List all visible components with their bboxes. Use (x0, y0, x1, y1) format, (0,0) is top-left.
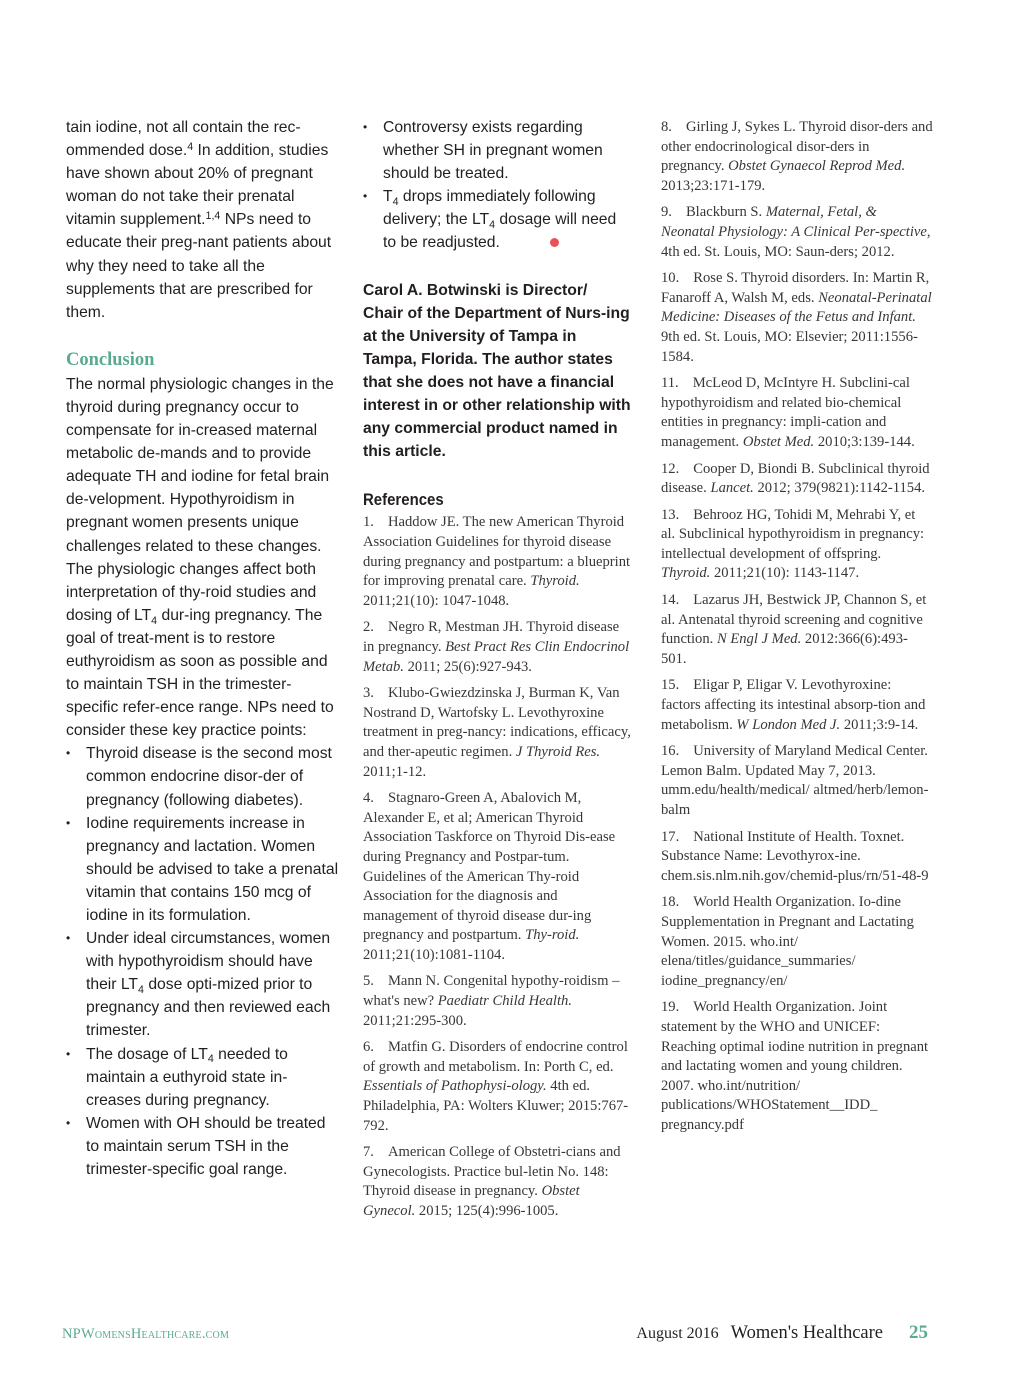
text-run: Haddow JE. The new American Thyroid Association Guidelines for thyroid disease during pregnancy and postpartum: a blueprint for improving prenatal care. (363, 514, 631, 590)
italic-run: Neonatal-Perinatal Medicine: Diseases of the Fetus and Infant. (661, 289, 932, 326)
reference-number: 5. (363, 973, 374, 990)
author-bio: Carol A. Botwinski is Director/ Chair of the Department of Nurs-ing at the University of Tampa in Tampa, Florida. The author states that she does not have a financial interest in or other relationship with any commercial product named in this article. (363, 281, 631, 461)
superscript: 4 (187, 140, 194, 153)
reference-number: 6. (363, 1039, 374, 1056)
site-prefix: NP (62, 1326, 81, 1342)
reference-number: 7. (363, 1144, 374, 1161)
reference-item (661, 742, 933, 820)
reference-item (363, 513, 631, 611)
reference-item (661, 118, 933, 196)
text-run: 2015; 125(4):996-1005. (415, 1203, 559, 1219)
text-run: 2011;1-12. (363, 763, 427, 780)
reference-item (661, 374, 933, 452)
text-run: Women with OH should be treated to maintain serum TSH in the trimester-specific goal range. (86, 1114, 326, 1179)
text-run: dur-ing pregnancy. The goal of treat-ment is to restore euthyroidism as soon as possible and to maintain TSH in the trimester-specific refer-ence range. NPs need to consider these key practice points: (66, 606, 334, 740)
reference-item (363, 972, 631, 1031)
text-run: NPs need to educate their preg-nant patients about why they need to take all the supplements that are prescribed for them. (66, 211, 332, 321)
reference-number: 1. (363, 514, 374, 531)
text-run: The normal physiologic changes in the thyroid during pregnancy occur to compensate for in-creased maternal metabolic de-mands and to provide adequate TH and iodine for fetal brain de-velopment. Hypothyroidism in pregnant women presents unique challenges related to these changes. The physiologic changes affect both interpretation of thy-roid studies and dosing of LT (66, 375, 334, 624)
intro-paragraph (66, 116, 342, 324)
issue-date: August 2016 (636, 1325, 719, 1342)
subscript: 4 (392, 196, 399, 209)
reference-number: 2. (363, 619, 374, 636)
italic-run: W London Med J. (736, 716, 841, 733)
bullet-item (66, 927, 342, 1042)
reference-number: 9. (661, 204, 672, 221)
footer-website[interactable] (62, 1326, 229, 1343)
text-run: Matfin G. Disorders of endocrine control of growth and metabolism. In: Porth C, ed. (363, 1039, 628, 1075)
conclusion-paragraph (66, 373, 342, 743)
text-run: 2011;21(10): 1047-1048. (363, 592, 510, 609)
text-run: Stagnaro-Green A, Abalovich M, Alexander E, et al; American Thyroid Association Taskforce on Thyroid Dis-ease during Pregnancy and Postpar-tum. Guidelines of the American Thy-roid Association for the diagnosis and management of thyroid disease dur-ing pregnancy and postpartum. (363, 790, 616, 944)
left-column (66, 116, 342, 1181)
italic-run: Lancet. (710, 480, 754, 497)
reference-item (661, 203, 933, 262)
italic-run: Paediatr Child Health. (437, 993, 572, 1010)
reference-item (661, 269, 933, 367)
text-run: 2013;23:171-179. (661, 177, 766, 194)
reference-item (363, 789, 631, 965)
reference-item (661, 460, 933, 499)
italic-run: Obstet Gynaecol Reprod Med. (728, 158, 906, 175)
text-run: 4th ed. Philadelphia, PA: Wolters Kluwer; 2015:767-792. (363, 1078, 629, 1134)
reference-list-part-1 (363, 513, 631, 1221)
reference-number: 3. (363, 685, 374, 702)
subscript: 4 (138, 984, 144, 997)
practice-points-list (66, 742, 342, 1181)
bullet-item (363, 185, 631, 254)
text-run: 2011;3:9-14. (840, 716, 919, 733)
text-run: National Institute of Health. Toxnet. Substance Name: Levothyrox-ine. chem.sis.nlm.nih.gov/chemid-plus/rn/51-48-9 (661, 828, 929, 884)
reference-number: 4. (363, 790, 374, 807)
italic-run: N Engl J Med. (716, 631, 802, 648)
text-run: In addition, studies have shown about 20% of pregnant woman do not take their prenatal vitamin supplement. (66, 142, 329, 229)
text-run: 2011;21:295-300. (363, 1012, 467, 1029)
reference-number: 14. (661, 592, 680, 609)
reference-item (661, 506, 933, 584)
text-run: 2011;21(10):1081-1104. (363, 946, 506, 963)
site-word-2: Healthcare (130, 1326, 202, 1342)
italic-run: J Thyroid Res. (515, 743, 601, 760)
bullet-item (66, 1112, 342, 1181)
subscript: 4 (207, 1053, 214, 1066)
reference-number: 15. (661, 677, 680, 694)
text-run: tain iodine, not all contain the rec-ommended dose. (66, 119, 301, 160)
italic-run: Maternal, Fetal, & Neonatal Physiology: A Clinical Per-spective (661, 204, 927, 240)
reference-number: 16. (661, 743, 680, 760)
italic-run: Obstet Gynecol. (363, 1183, 580, 1219)
reference-list-part-2 (661, 118, 933, 1143)
reference-item (363, 1038, 631, 1136)
footer-right (636, 1322, 928, 1344)
text-run: T (383, 188, 393, 206)
text-run: McLeod D, McIntyre H. Subclini-cal hypothyroidism and related bio-chemical entities in pregnancy: impli-cation and management. (661, 375, 910, 450)
text-run: 9th ed. St. Louis, MO: Elsevier; 2011:1556-1584. (661, 328, 918, 365)
text-run: needed to maintain a euthyroid state in-creases during pregnancy. (86, 1045, 288, 1109)
bullet-item (66, 742, 342, 811)
magazine-title: Women's Healthcare (730, 1323, 883, 1343)
text-run: World Health Organization. Joint statement by the WHO and UNICEF: Reaching optimal iodine nutrition in pregnant and lactating women and young children. 2007. who.int/nutrition/ publications/WHOStatement__IDD_ pregnancy.pdf (661, 999, 929, 1133)
text-run: dose opti-mized prior to pregnancy and then reviewed each trimester. (86, 976, 331, 1040)
text-run: Thyroid disease is the second most common endocrine disor-der of pregnancy (following diabetes). (86, 745, 332, 809)
bullet-item (363, 116, 631, 185)
reference-number: 12. (661, 460, 680, 477)
text-run: Mann N. Congenital hypothy-roidism – what's new? (363, 973, 620, 1010)
reference-item (661, 998, 933, 1135)
text-run: dosage will need to be readjusted. (383, 211, 617, 252)
text-run: Cooper D, Biondi B. Subclinical thyroid disease. (661, 460, 930, 497)
text-run: drops immediately following delivery; the LT (383, 188, 596, 229)
italic-run: Essentials of Pathophysi-ology. (363, 1078, 547, 1095)
text-run: Blackburn S. (685, 204, 766, 221)
text-run: Iodine requirements increase in pregnancy and lactation. Women should be advised to take a prenatal vitamin that contains 150 mcg of iodine in its formulation. (86, 814, 339, 924)
text-run: Rose S. Thyroid disorders. In: Martin R, Fanaroff A, Walsh M, eds. (661, 270, 930, 306)
superscript: 1,4 (205, 210, 221, 223)
practice-points-list-continued (363, 116, 631, 255)
page-number: 25 (909, 1322, 928, 1343)
site-word-1: Womens (80, 1326, 131, 1342)
text-run: Klubo-Gwiezdzinska J, Burman K, Van Nostrand D, Wartofsky L. Levothyroxine treatment in preg-nancy: indications, efficacy, and ther-apeutic regimen. (363, 685, 631, 760)
subscript: 4 (151, 614, 158, 627)
middle-column (363, 116, 631, 1229)
bullet-item (66, 1043, 342, 1112)
text-run: , 4th ed. St. Louis, MO: Saun-ders; 2012. (661, 223, 931, 260)
reference-number: 10. (661, 270, 680, 287)
reference-number: 18. (661, 894, 680, 911)
reference-number: 17. (661, 828, 680, 845)
italic-run: Best Pract Res Clin Endocrinol Metab. (363, 638, 630, 675)
text-run: Negro R, Mestman JH. Thyroid disease in pregnancy. (363, 619, 620, 655)
reference-number: 11. (661, 375, 679, 392)
italic-run: Obstet Med. (742, 433, 815, 450)
text-run: 2012:366(6):493-501. (661, 631, 908, 667)
subscript: 4 (489, 219, 496, 232)
text-run: University of Maryland Medical Center. Lemon Balm. Updated May 7, 2013. umm.edu/health/medical/ altmed/herb/lemon-balm (661, 743, 929, 818)
text-run: Behrooz HG, Tohidi M, Mehrabi Y, et al. Subclinical hypothyroidism in pregnancy: intellectual development of offspring. (661, 506, 925, 562)
reference-item (363, 684, 631, 782)
text-run: World Health Organization. Io-dine Supplementation in Pregnant and Lactating Women. 2015. who.int/ elena/titles/guidance_summaries/ iodine_pregnancy/en/ (661, 894, 914, 989)
text-run: 2010;3:139-144. (814, 433, 915, 450)
references-heading: References (363, 490, 444, 510)
text-run: Girling J, Sykes L. Thyroid disor-ders and other endocrinological disor-ders in pregnancy. (661, 119, 933, 175)
italic-run: Thy-roid. (525, 927, 580, 944)
reference-number: 19. (661, 999, 680, 1016)
reference-item (363, 618, 631, 677)
text-run: Under ideal circumstances, women with hypothyroidism should have their LT (86, 930, 331, 994)
site-suffix: .com (201, 1326, 230, 1342)
text-run: American College of Obstetri-cians and Gynecologists. Practice bul-letin No. 148: Thyroid disease in pregnancy. (363, 1144, 621, 1200)
reference-item (363, 1143, 631, 1221)
end-of-article-icon (550, 238, 559, 247)
bullet-item (66, 812, 342, 927)
text-run: 2011; 25(6):927-943. (403, 658, 532, 675)
text-run: Eligar P, Eligar V. Levothyroxine: factors affecting its intestinal absorp-tion and metabolism. (661, 677, 926, 733)
text-run: 2011;21(10): 1143-1147. (710, 565, 860, 582)
italic-run: Thyroid. (530, 573, 580, 590)
conclusion-heading: Conclusion (66, 349, 155, 370)
reference-item (661, 676, 933, 735)
reference-number: 13. (661, 506, 680, 523)
reference-number: 8. (661, 119, 672, 135)
italic-run: Thyroid. (661, 565, 711, 582)
text-run: Lazarus JH, Bestwick JP, Channon S, et al. Antenatal thyroid screening and cognitive function. (661, 592, 927, 648)
text-run: Controversy exists regarding whether SH in pregnant women should be treated. (383, 119, 603, 183)
text-run: 2012; 379(9821):1142-1154. (753, 480, 926, 497)
reference-item (661, 893, 933, 991)
reference-item (661, 828, 933, 887)
reference-item (661, 591, 933, 669)
text-run: The dosage of LT (86, 1045, 208, 1063)
